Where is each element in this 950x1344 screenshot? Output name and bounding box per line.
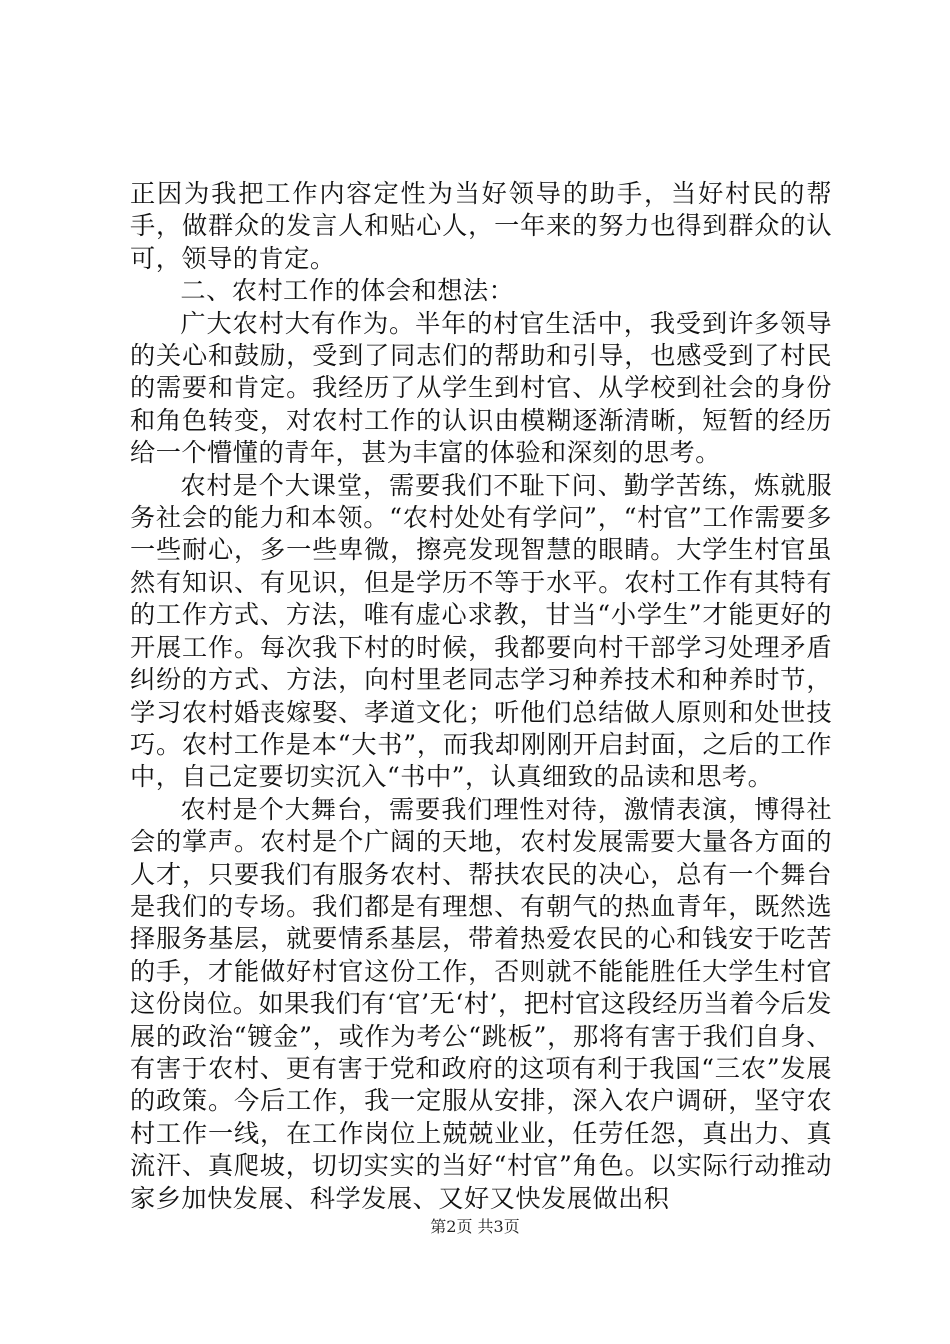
paragraph: 广大农村大有作为。半年的村官生活中，我受到许多领导的关心和鼓励，受到了同志们的帮助和引导，也感受到了村民的需要和肯定。我经历了从学生到村官、从学校到社会的身份和角色转变，对农村工作的认识由模糊逐渐清晰，短暂的经历给一个懵懂的青年，甚为丰富的体验和深刻的思考。 xyxy=(130,308,832,468)
section-heading: 二、农村工作的体会和想法： xyxy=(180,276,515,306)
paragraph: 农村是个大课堂，需要我们不耻下问、勤学苦练，炼就服务社会的能力和本领。“农村处处有学问”，“村官”工作需要多一些耐心，多一些卑微，擦亮发现智慧的眼睛。大学生村官虽然有知识、有见识，但是学历不等于水平。农村工作有其特有的工作方式、方法，唯有虚心求教，甘当“小学生”才能更好的开展工作。每次我下村的时候，我都要向村干部学习处理矛盾纠纷的方式、方法，向村里老同志学习种养技术和种养时节，学习农村婚丧嫁娶、孝道文化；听他们总结做人原则和处世技巧。农村工作是本“大书”，而我却刚刚开启封面，之后的工作中，自己定要切实沉入“书中”，认真细致的品读和思考。 xyxy=(130,470,832,792)
paragraph: 农村是个大舞台，需要我们理性对待，激情表演，博得社会的掌声。农村是个广阔的天地，农村发展需要大量各方面的人才，只要我们有服务农村、帮扶农民的决心，总有一个舞台是我们的专场。我们都是有理想、有朝气的热血青年，既然选择服务基层，就要情系基层，带着热爱农民的心和钱安于吃苦的手，才能做好村官这份工作，否则就不能能胜任大学生村官这份岗位。如果我们有‘官’无‘村’，把村官这段经历当着今后发展的政治“镀金”，或作为考公“跳板”，那将有害于我们自身、有害于农村、更有害于党和政府的这项有利于我国“三农”发展的政策。今后工作，我一定服从安排，深入农户调研，坚守农村工作一线，在工作岗位上兢兢业业，任劳任怨，真出力、真流汗、真爬坡，切切实实的当好“村官”角色。以实际行动推动家乡加快发展、科学发展、又好又快发展做出积 xyxy=(130,794,832,1213)
document-body xyxy=(130,178,832,1215)
paragraph-continuation: 正因为我把工作内容定性为当好领导的助手，当好村民的帮手，做群众的发言人和贴心人，一年来的努力也得到群众的认可，领导的肯定。 xyxy=(130,179,832,273)
page-number-footer: 第2页 共3页 xyxy=(430,1217,520,1236)
